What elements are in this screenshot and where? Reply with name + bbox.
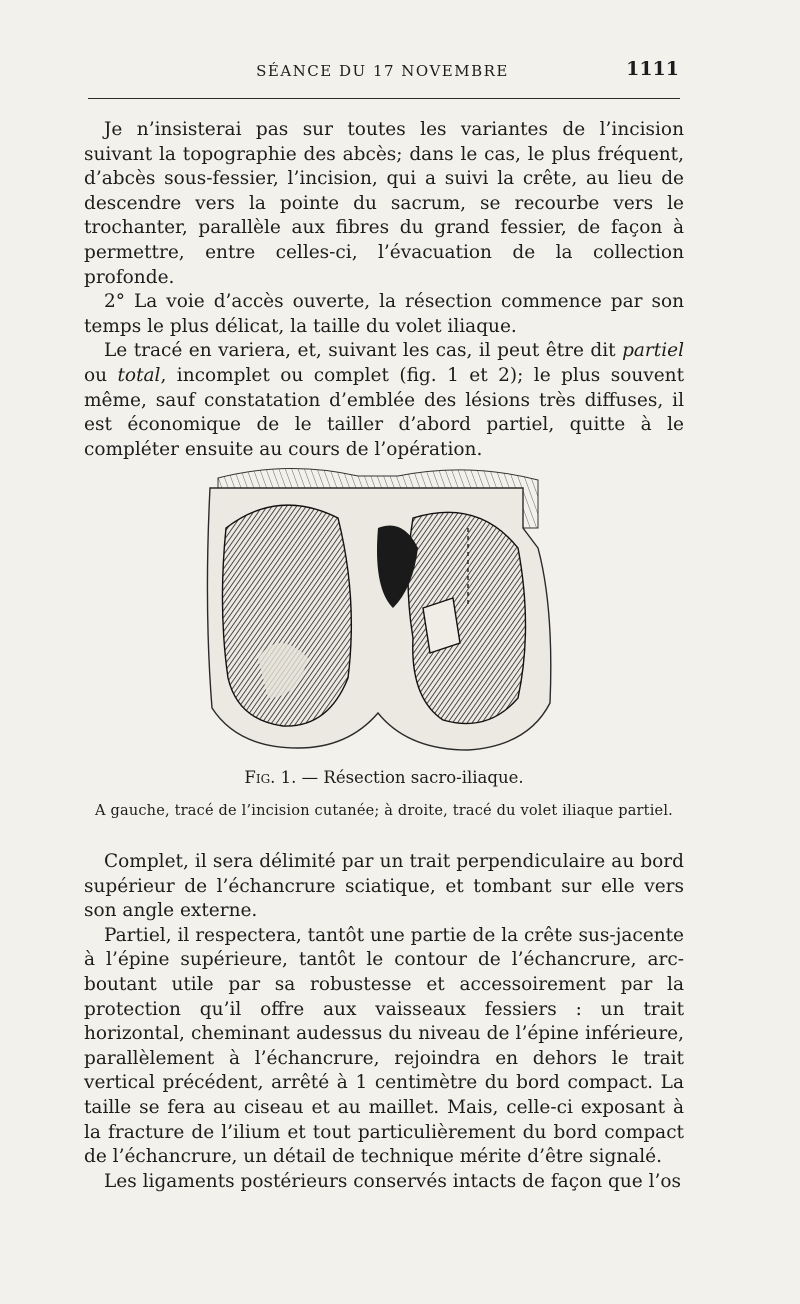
paragraph: Le tracé en variera, et, suivant les cas, il peut être dit partiel ou total, incomplet ou complet (fig. 1 et 2); le plus souvent même, sauf constatation d’emblée des lésions très diffuses, il est économique de le tailler d’abord partiel, quitte à le compléter ensuite au cours de l’opération.: [84, 340, 684, 460]
text-block-bottom: [84, 850, 684, 1194]
figure-sacro-iliac-resection: [198, 458, 558, 758]
paragraph: Les ligaments postérieurs conservés intacts de façon que l’os: [104, 1170, 682, 1192]
paragraph: 2° La voie d’accès ouverte, la résection commence par son temps le plus délicat, la taille du volet iliaque.: [84, 291, 684, 337]
figure-caption: [84, 768, 684, 787]
paragraph: Complet, il sera délimité par un trait perpendiculaire au bord supérieur de l’échancrure sciatique, et tombant sur elle vers son angle externe.: [84, 851, 684, 922]
italic-term: total: [117, 364, 161, 386]
page-number: 1111: [626, 58, 679, 80]
page-header: [84, 60, 681, 90]
figure-title: — Résection sacro-iliaque.: [296, 768, 524, 787]
italic-term: partiel: [622, 340, 684, 362]
paragraph: Je n’insisterai pas sur toutes les variantes de l’incision suivant la topographie des abcès; dans le cas, le plus fréquent, d’abcès sous-fessier, l’incision, qui a suivi la crête, au lieu de descendre vers la pointe du sacrum, se recourbe vers le trochanter, parallèle aux fibres du grand fessier, de façon à permettre, entre celles-ci, l’évacuation de la collection profonde.: [84, 119, 684, 288]
figure-caption-detail: A gauche, tracé de l’incision cutanée; à droite, tracé du volet iliaque partiel.: [95, 803, 673, 819]
figure-label: Fig. 1.: [244, 768, 297, 787]
header-rule: [88, 98, 680, 99]
paragraph: Partiel, il respectera, tantôt une partie de la crête sus-jacente à l’épine supérieure, tantôt le contour de l’échancrure, arc-boutant utile par sa robustesse et accessoirement par la protection qu’il offre aux vaisseaux fessiers : un trait horizontal, cheminant audessus du niveau de l’épine inférieure, parallèlement à l’échancrure, rejoindra en dehors le trait vertical précédent, arrêté à 1 centimètre du bord compact. La taille se fera au ciseau et au maillet. Mais, celle-ci exposant à la fracture de l’ilium et tout particulièrement du bord compact de l’échancrure, un détail de technique mérite d’être signalé.: [84, 924, 684, 1168]
running-title: SÉANCE DU 17 NOVEMBRE: [256, 62, 509, 80]
text-block-top: [84, 118, 684, 462]
